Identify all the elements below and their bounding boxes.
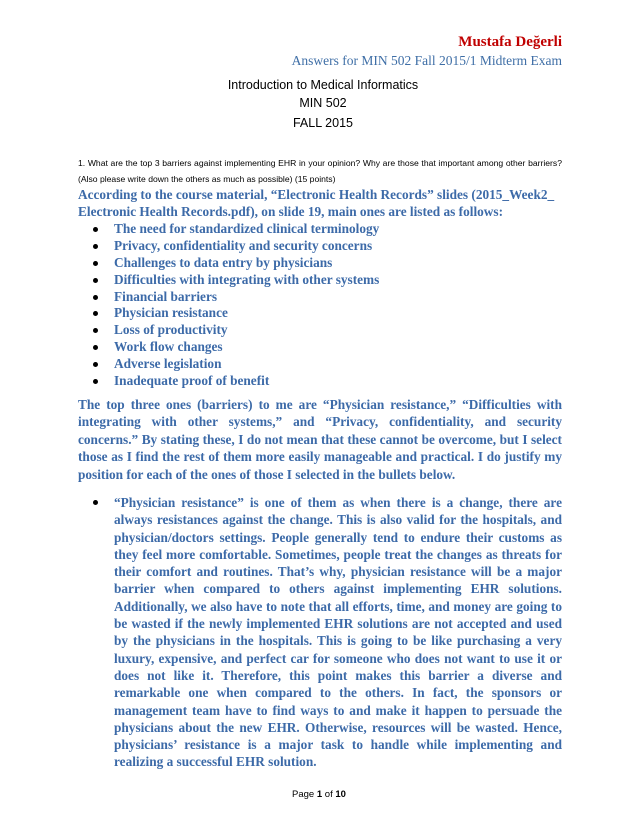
bullet-icon [93, 311, 98, 316]
barrier-list [78, 221, 562, 390]
list-item [78, 322, 562, 339]
bullet-icon [93, 500, 98, 505]
list-item [78, 339, 562, 356]
top-three-paragraph: The top three ones (barriers) to me are “Physician resistance,” “Difficulties with integrating with other systems,” and “Privacy, confidentiality, and security concerns.” By stating these, I do not mean that these cannot be overcome, but I select those as I find the rest of them more easily manageable and practical. I do justify my position for each of the ones of those I selected in the bullets below. [78, 397, 562, 482]
bullet-icon [93, 295, 98, 300]
bullet-icon [93, 328, 98, 333]
list-item-text: Inadequate proof of benefit [114, 373, 270, 389]
list-item [78, 373, 562, 390]
header-author: Mustafa Değerli [458, 34, 562, 50]
bullet-icon [93, 244, 98, 249]
course-code: MIN 502 [299, 96, 347, 110]
of-label: of [324, 789, 333, 800]
total-pages: 10 [335, 789, 346, 800]
page-label: Page [292, 789, 315, 800]
physician-resistance-item [78, 494, 562, 771]
list-item [78, 255, 562, 272]
list-item-text: Difficulties with integrating with other systems [114, 271, 380, 287]
list-item-text: Privacy, confidentiality and security concerns [114, 237, 373, 253]
list-item-text: Loss of productivity [114, 322, 228, 338]
question-text: 1. What are the top 3 barriers against implementing EHR in your opinion? Why are those that important among other barriers? (Also please write down the others as much as possible) (15 points) [78, 158, 562, 184]
bullet-icon [93, 362, 98, 367]
list-item-text: Adverse legislation [114, 356, 222, 372]
document-title: Introduction to Medical Informatics [227, 78, 419, 92]
bullet-icon [93, 227, 98, 232]
list-item [78, 238, 562, 255]
list-item-text: Financial barriers [114, 288, 218, 304]
bullet-icon [93, 345, 98, 350]
list-item [78, 305, 562, 322]
list-item [78, 356, 562, 373]
bullet-icon [93, 278, 98, 283]
list-item-text: Work flow changes [114, 339, 223, 355]
list-item-text: The need for standardized clinical terminology [114, 221, 380, 236]
page-footer [0, 789, 638, 800]
header-subtitle: Answers for MIN 502 Fall 2015/1 Midterm Exam [291, 53, 562, 68]
bullet-icon [93, 261, 98, 266]
semester: FALL 2015 [292, 116, 353, 130]
list-item-text: Physician resistance [114, 305, 228, 321]
physician-resistance-text: “Physician resistance” is one of them as when there is a change, there are always resistances against the change. This is also valid for the hospitals, and physician/doctors settings. People generally tend to endure their customs as they feel more comfortable. Sometimes, people treat the changes as threats for their comfort and routines. That’s why, physician resistance will be a major barrier when compared to others against implementing EHR solutions. Additionally, we also have to note that all efforts, time, and money are going to be wasted if the newly implemented EHR solutions are not accepted and used by the physicians in the hospitals. This is going to be like purchasing a very luxury, expensive, and perfect car for someone who does not want to use it or does not like it. Therefore, this point makes this barrier a diverse and remarkable one when compared to the others. In fact, the sponsors or management team have to find ways to and make it happen to persuade the physicians about the new EHR. Otherwise, resources will be wasted. Hence, physicians’ resistance is a major task to handle while implementing and realizing a successful EHR solution. [114, 495, 562, 770]
list-item [78, 221, 562, 238]
list-item [78, 272, 562, 289]
page-number: 1 [316, 789, 323, 800]
list-item [78, 289, 562, 306]
list-item-text: Challenges to data entry by physicians [114, 254, 333, 270]
bullet-icon [93, 379, 98, 384]
answer-intro: According to the course material, “Electronic Health Records” slides (2015_Week2_ Electronic Health Records.pdf), on slide 19, main ones are listed as follows: [78, 187, 555, 219]
